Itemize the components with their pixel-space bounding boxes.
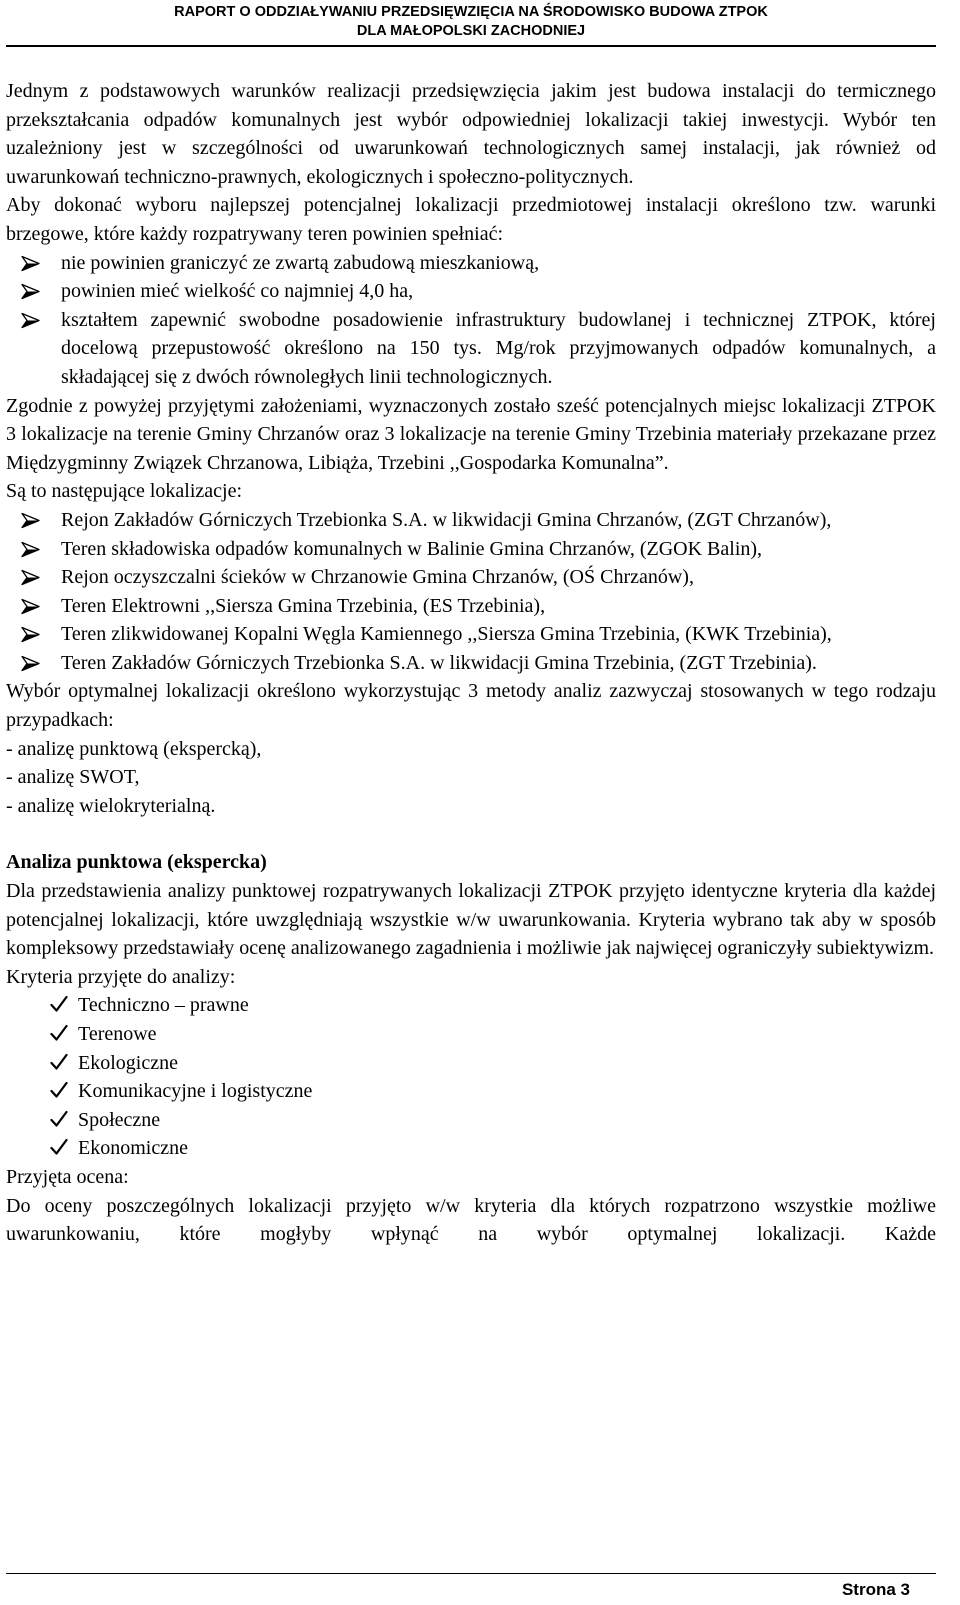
checkmark-icon	[50, 991, 68, 1020]
running-header	[6, 0, 936, 41]
list-item	[6, 306, 936, 392]
criterion-text: Społeczne	[78, 1108, 161, 1131]
condition-text: nie powinien graniczyć ze zwartą zabudową mieszkaniową,	[61, 251, 540, 274]
section-heading: Analiza punktowa (ekspercka)	[6, 851, 267, 874]
header-line-1: RAPORT O ODDZIAŁYWANIU PRZEDSIĘWZIĘCIA NA ŚRODOWISKO BUDOWA ZTPOK	[174, 4, 768, 20]
boundary-conditions-list	[6, 249, 936, 392]
arrow-bullet-icon	[18, 306, 44, 335]
criterion-text: Komunikacyjne i logistyczne	[78, 1080, 313, 1103]
checkmark-icon	[50, 1049, 68, 1078]
checkmark-icon	[50, 1077, 68, 1106]
intro-paragraph-2: Aby dokonać wyboru najlepszej potencjalnej lokalizacji przedmiotowej instalacji określono tzw. warunki brzegowe, które każdy rozpatrywany teren powinien spełniać:	[6, 194, 936, 245]
criterion-text: Ekologiczne	[78, 1051, 178, 1074]
arrow-bullet-icon	[18, 620, 44, 649]
arrow-bullet-icon	[18, 592, 44, 621]
list-item	[6, 1020, 936, 1049]
arrow-bullet-icon	[18, 249, 44, 278]
condition-text: kształtem zapewnić swobodne posadowienie infrastruktury budowlanej i technicznej ZTPOK, której docelową przepustowość określono na 150 tys. Mg/rok przyjmowanych odpadów komunalnych, a składającej się z dwóch równoległych linii technologicznych.	[61, 308, 936, 388]
list-item	[6, 249, 936, 278]
checkmark-icon	[50, 1134, 68, 1163]
checkmark-icon	[50, 1020, 68, 1049]
list-item	[6, 1134, 936, 1163]
criterion-text: Techniczno – prawne	[78, 994, 249, 1017]
location-text: Rejon oczyszczalni ścieków w Chrzanowie Gmina Chrzanów, (OŚ Chrzanów),	[61, 566, 694, 589]
footer-rule	[6, 1573, 936, 1574]
header-rule	[6, 45, 936, 47]
location-text: Teren Elektrowni ,,Siersza Gmina Trzebinia, (ES Trzebinia),	[61, 594, 546, 617]
list-item	[6, 1106, 936, 1135]
list-item	[6, 563, 936, 592]
location-text: Rejon Zakładów Górniczych Trzebionka S.A. w likwidacji Gmina Chrzanów, (ZGT Chrzanów),	[61, 508, 832, 531]
location-text: Teren składowiska odpadów komunalnych w Balinie Gmina Chrzanów, (ZGOK Balin),	[61, 537, 763, 560]
arrow-bullet-icon	[18, 649, 44, 678]
arrow-bullet-icon	[18, 506, 44, 535]
list-item	[6, 620, 936, 649]
locations-intro-paragraph: Zgodnie z powyżej przyjętymi założeniami, wyznaczonych zostało sześć potencjalnych miejsc lokalizacji ZTPOK 3 lokalizacje na terenie Gminy Chrzanów oraz 3 lokalizacje na terenie Gminy Trzebinia materiały przekazane przez Międzygminny Związek Chrzanowa, Libiąża, Trzebini ,,Gospodarka Komunalna”.	[6, 394, 936, 474]
list-item	[6, 991, 936, 1020]
condition-text: powinien mieć wielkość co najmniej 4,0 ha,	[61, 280, 414, 303]
list-item	[6, 535, 936, 564]
list-item	[6, 1077, 936, 1106]
spacer	[6, 820, 936, 848]
rating-lead: Przyjęta ocena:	[6, 1165, 129, 1188]
list-item	[6, 506, 936, 535]
header-line-2: DLA MAŁOPOLSKI ZACHODNIEJ	[356, 23, 586, 39]
intro-paragraph-1: Jednym z podstawowych warunków realizacji przedsięwzięcia jakim jest budowa instalacji do termicznego przekształcania odpadów komunalnych jest wybór odpowiedniej lokalizacji takiej inwestycji. Wybór ten uzależniony jest w szczególności od uwarunkowań technologicznych samej instalacji, jak również od uwarunkowań techniczno-prawnych, ekologicznych i społeczno-politycznych.	[6, 80, 936, 188]
criteria-lead: Kryteria przyjęte do analizy:	[6, 965, 236, 988]
list-item	[6, 649, 936, 678]
section-paragraph-1: Dla przedstawienia analizy punktowej rozpatrywanych lokalizacji ZTPOK przyjęto identyczne kryteria dla każdej potencjalnej lokalizacji, które uwzględniają wszystkie w/w uwarunkowania. Kryteria wybrano tak aby w sposób kompleksowy przedstawiały ocenę analizowanego zagadnienia i możliwie jak najwięcej ograniczyły subiektywizm.	[6, 880, 936, 960]
page-number: Strona 3	[841, 1580, 910, 1599]
method-item: - analizę wielokryterialną.	[6, 794, 216, 817]
list-item	[6, 592, 936, 621]
criteria-list	[6, 991, 936, 1163]
location-text: Teren Zakładów Górniczych Trzebionka S.A. w likwidacji Gmina Trzebinia, (ZGT Trzebinia).	[61, 651, 817, 674]
checkmark-icon	[50, 1106, 68, 1135]
arrow-bullet-icon	[18, 277, 44, 306]
arrow-bullet-icon	[18, 535, 44, 564]
criterion-text: Ekonomiczne	[78, 1137, 188, 1160]
method-item: - analizę punktową (ekspercką),	[6, 737, 262, 760]
locations-lead: Są to następujące lokalizacje:	[6, 480, 243, 503]
list-item	[6, 1049, 936, 1078]
criterion-text: Terenowe	[78, 1023, 157, 1045]
location-text: Teren zlikwidowanej Kopalni Węgla Kamiennego ,,Siersza Gmina Trzebinia, (KWK Trzebinia),	[61, 623, 832, 646]
list-item	[6, 277, 936, 306]
locations-list	[6, 506, 936, 678]
document-body	[6, 77, 936, 1249]
arrow-bullet-icon	[18, 563, 44, 592]
rating-paragraph: Do oceny poszczególnych lokalizacji przyjęto w/w kryteria dla których rozpatrzono wszystkie możliwe uwarunkowaniu, które mogłyby wpłynąć na wybór optymalnej lokalizacji. Każde	[6, 1194, 936, 1246]
method-item: - analizę SWOT,	[6, 766, 140, 789]
methods-lead: Wybór optymalnej lokalizacji określono wykorzystując 3 metody analiz zazwyczaj stosowanych w tego rodzaju przypadkach:	[6, 680, 936, 732]
